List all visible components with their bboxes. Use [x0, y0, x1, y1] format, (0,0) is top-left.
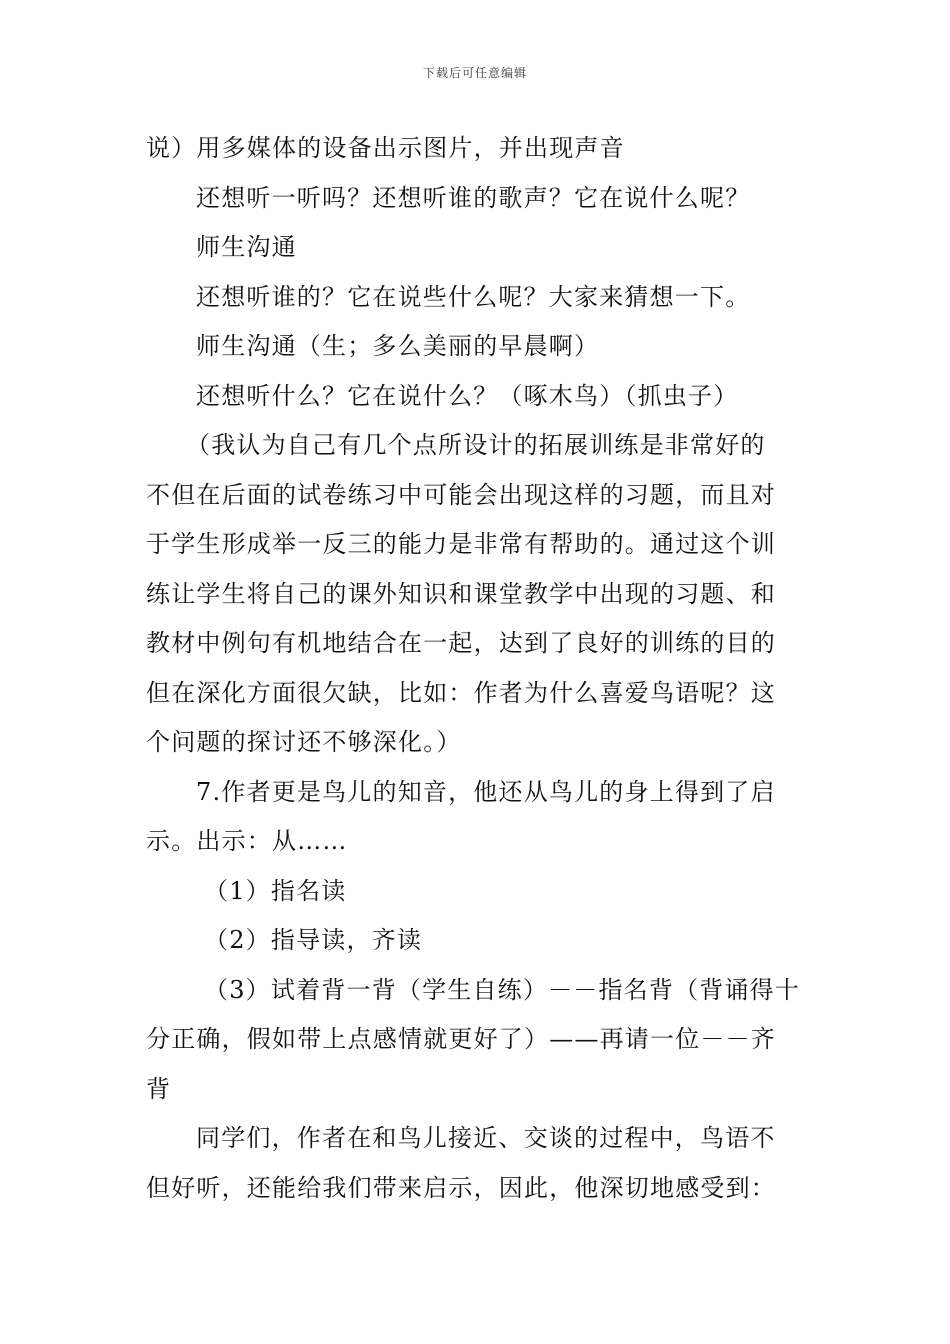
text-line: 师生沟通（生；多么美丽的早晨啊）	[196, 332, 600, 360]
text-line: 说）用多媒体的设备出示图片，并出现声音	[146, 134, 625, 162]
text-line: 个问题的探讨还不够深化。）	[146, 728, 462, 756]
text-line: 于学生形成举一反三的能力是非常有帮助的。通过这个训	[146, 530, 776, 558]
text-line: 但好听，还能给我们带来启示，因此，他深切地感受到：	[146, 1173, 776, 1202]
text-line: 7.作者更是鸟儿的知音，他还从鸟儿的身上得到了启	[196, 777, 776, 806]
text-line: 示。出示：从……	[146, 827, 348, 855]
document-body	[146, 124, 808, 1213]
text-line: 但在深化方面很欠缺，比如：作者为什么喜爱鸟语呢？这	[146, 678, 776, 707]
text-line: 同学们，作者在和鸟儿接近、交谈的过程中，鸟语不	[196, 1124, 776, 1152]
text-line: 练让学生将自己的课外知识和课堂教学中出现的习题、和	[146, 579, 776, 608]
text-line: 教材中例句有机地结合在一起，达到了良好的训练的目的	[146, 629, 776, 657]
text-line: 分正确，假如带上点感情就更好了）——再请一位－－齐	[146, 1025, 776, 1053]
text-line: （2）指导读，齐读	[204, 926, 423, 954]
text-line: 还想听一听吗？还想听谁的歌声？它在说什么呢？	[196, 183, 751, 212]
text-line: 还想听谁的？它在说些什么呢？大家来猜想一下。	[196, 282, 751, 311]
text-line: 还想听什么？它在说什么？（啄木鸟）（抓虫子）	[196, 381, 739, 410]
text-line: （我认为自己有几个点所设计的拓展训练是非常好的	[186, 431, 766, 459]
text-line: 背	[146, 1074, 172, 1103]
text-line: （1）指名读	[204, 876, 347, 905]
page-header: 下载后可任意编辑	[422, 66, 527, 80]
text-line: 师生沟通	[196, 233, 297, 261]
text-line: 不但在后面的试卷练习中可能会出现这样的习题，而且对	[146, 480, 776, 509]
text-line: （3）试着背一背（学生自练）－－指名背（背诵得十	[204, 975, 801, 1004]
